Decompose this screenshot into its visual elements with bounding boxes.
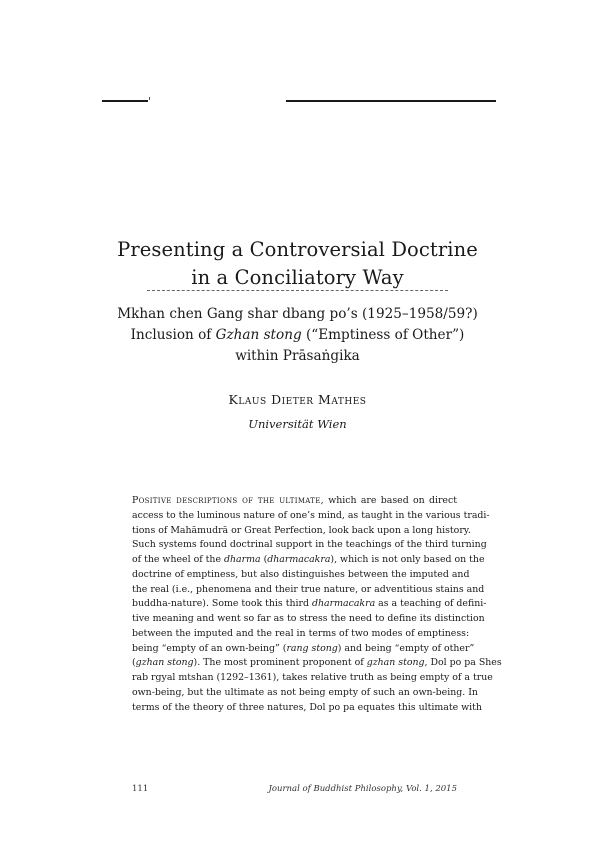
body-line: own-being, but the ultimate as not being empty of such an own-being. In [132, 686, 478, 698]
body-text: ( [260, 554, 268, 565]
body-text: ), which is not only based on the [330, 554, 485, 565]
body-text: which are based on direct [323, 495, 457, 506]
page-number: 111 [132, 784, 149, 794]
body-line: tions of Mahāmudrā or Great Perfection, look back upon a long history. [132, 524, 471, 536]
subtitle-line-1: Mkhan chen Gang shar dbang po’s (1925–1958/59?) [117, 306, 478, 322]
body-line: terms of the theory of three natures, Dol po pa equates this ultimate with [132, 701, 482, 713]
header-rule-tick [149, 97, 150, 100]
article-title [60, 236, 535, 292]
subtitle-line-2-emph: Gzhan stong [215, 327, 302, 343]
body-line [132, 553, 485, 568]
author-affiliation: Universität Wien [248, 417, 347, 431]
body-line: the real (i.e., phenomena and their true nature, or adventitious stains and [132, 583, 485, 595]
title-line-1: Presenting a Controversial Doctrine [117, 238, 478, 261]
body-text: , Dol po pa Shes [424, 657, 502, 669]
body-line [132, 642, 475, 657]
body-line [132, 597, 487, 612]
subtitle-line-3: within Prāsaṅgika [235, 348, 360, 364]
lead-small-caps: Positive descriptions of the ultimate, [132, 495, 324, 506]
title-underline [147, 290, 448, 291]
body-line [132, 494, 457, 509]
header-rule-right [286, 100, 496, 102]
body-line: between the imputed and the real in terms of two modes of emptiness: [132, 627, 470, 639]
subtitle-line-2-pre: Inclusion of [130, 327, 216, 343]
article-subtitle [60, 304, 535, 367]
italic-term: rang stong [286, 642, 338, 654]
body-paragraph [132, 494, 502, 715]
author-name: Klaus Dieter Mathes [228, 392, 367, 407]
body-text: ). The most prominent proponent of [193, 657, 367, 669]
title-line-2: in a Conciliatory Way [191, 266, 404, 289]
body-line: rab rgyal mtshan (1292–1361), takes relative truth as being empty of a true [132, 672, 493, 683]
italic-term: gzhan stong [366, 657, 425, 669]
body-text: of the wheel of the [132, 554, 224, 565]
journal-citation: Journal of Buddhist Philosophy, Vol. 1, 2015 [268, 784, 457, 794]
body-line: access to the luminous nature of one’s mind, as taught in the various tradi- [132, 509, 490, 521]
body-text: ) and being “empty of other” [337, 642, 475, 654]
body-line: Such systems found doctrinal support in the teachings of the third turning [132, 539, 487, 551]
header-rule-left [102, 100, 148, 102]
italic-term: dharmacakra [311, 598, 376, 610]
subtitle-line-2 [60, 325, 535, 346]
body-text: being “empty of an own-being” ( [132, 642, 287, 654]
italic-term: dharmacakra [267, 554, 331, 565]
italic-term: dharma [224, 554, 261, 565]
italic-term: gzhan stong [135, 657, 194, 669]
body-text: ( [132, 657, 136, 669]
body-line [132, 656, 502, 671]
subtitle-line-2-post: (“Emptiness of Other”) [301, 327, 465, 343]
body-text: as a teaching of defini- [375, 598, 487, 610]
body-text: buddha-nature). Some took this third [132, 598, 312, 610]
body-line: doctrine of emptiness, but also distinguishes between the imputed and [132, 568, 470, 580]
body-line: tive meaning and went so far as to stress the need to define its distinction [132, 613, 485, 624]
